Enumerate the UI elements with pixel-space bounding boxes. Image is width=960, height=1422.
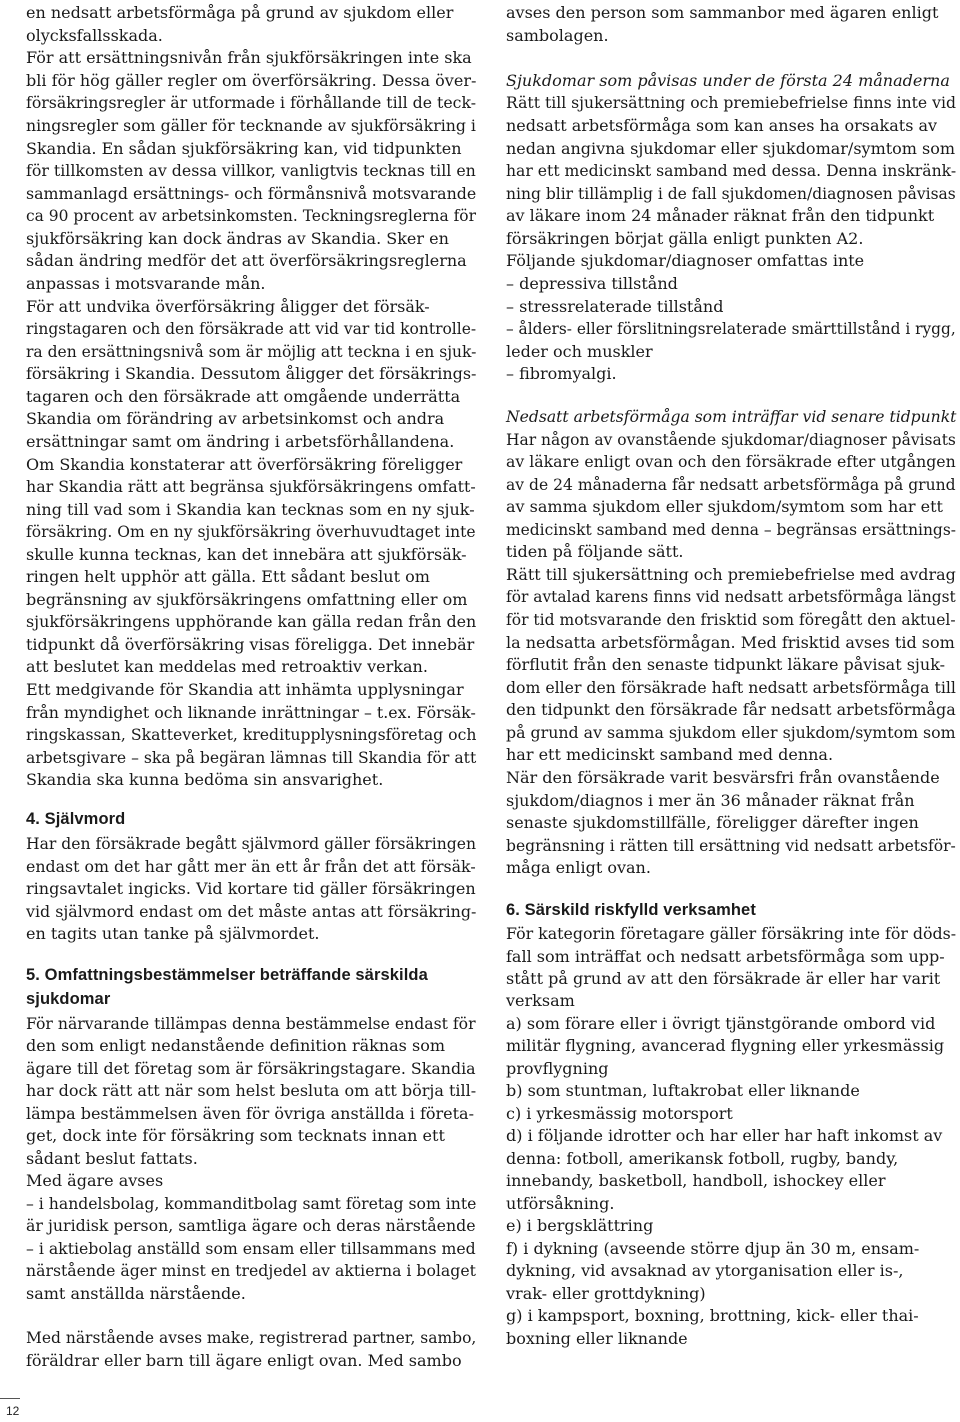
text-line: Om Skandia konstaterar att överförsäkring föreligger [26, 455, 463, 474]
text-line: försäkring i Skandia. Dessutom åligger det försäkrings- [26, 364, 477, 383]
text-line: tidpunkt då överförsäkring visas föreligga. Det innebär [26, 635, 475, 654]
text-line: När den försäkrade varit besvärsfri från ovanstående [506, 768, 940, 787]
text-line: Skandia. En sådan sjukförsäkring kan, vid tidpunkten [26, 139, 462, 158]
text-line: Med närstående avses make, registrerad partner, sambo, [26, 1328, 477, 1347]
text-line: För att undvika överförsäkring åligger det försäk- [26, 297, 430, 316]
text-line: d) i följande idrotter och har eller har haft inkomst av [506, 1126, 943, 1145]
text-line: sådant beslut fattats. [26, 1149, 198, 1168]
text-line: vid självmord endast om det måste antas att försäkring- [26, 902, 477, 921]
text-line: militär flygning, avancerad flygning eller yrkesmässig [506, 1036, 945, 1055]
text-line: ringen helt upphör att gälla. Ett sådant beslut om [26, 567, 430, 586]
text-line: försäkring. Om en ny sjukförsäkring överhuvudtaget inte [26, 522, 476, 541]
text-line: ca 90 procent av arbetsinkomsten. Teckningsreglerna för [26, 206, 477, 225]
text-line: – fibromyalgi. [506, 364, 617, 383]
text-line: sjukförsäkring kan dock ändras av Skandia. Sker en [26, 229, 449, 248]
text-line: För kategorin företagare gäller försäkring inte för döds- [506, 924, 957, 943]
text-line: Har någon av ovanstående sjukdomar/diagnoser påvisats [506, 430, 956, 449]
text-line: dykning, vid avsaknad av ytorganisation eller is-, [506, 1261, 904, 1280]
text-line: – ålders- eller förslitningsrelaterade smärttillstånd i rygg, [506, 319, 956, 338]
text-line: senaste sjukdomstillfälle, föreligger därefter ingen [506, 813, 919, 832]
text-line: för tid motsvarande den frisktid som föregått den aktuel- [506, 610, 956, 629]
text-line: ningsregler som gäller för tecknande av sjukförsäkring i [26, 116, 476, 135]
text-line: av läkare inom 24 månader räknat från den tidpunkt [506, 206, 935, 225]
text-line: ägare till det företag som är försäkringstagare. Skandia [26, 1059, 476, 1078]
section-heading: 5. Omfattningsbestämmelser beträffande särskilda [26, 966, 428, 984]
text-line: Har den försäkrade begått självmord gäller försäkringen [26, 834, 476, 853]
text-line: begränsning i rätten till ersättning vid nedsatt arbetsför- [506, 836, 956, 855]
text-line: sjukdom/diagnos i mer än 36 månader räknat från [506, 791, 915, 810]
text-line: har dock rätt att när som helst besluta om att börja till- [26, 1081, 477, 1100]
text-line: försäkringsregler är utformade i förhållande till de teck- [26, 93, 477, 112]
text-line: på grund av samma sjukdom eller sjukdom/symtom som [506, 723, 956, 742]
text-line: b) som stuntman, luftakrobat eller liknande [506, 1081, 860, 1100]
text-line: la nedsatta arbetsförmågan. Med frisktid avses tid som [506, 633, 955, 652]
section-heading: 6. Särskild riskfylld verksamhet [506, 901, 756, 919]
text-line: Skandia om förändring av arbetsinkomst och andra [26, 409, 445, 428]
text-line: utförsåkning. [506, 1194, 615, 1213]
text-line: samt anställda närstående. [26, 1284, 246, 1303]
text-line: den som enligt nedanstående definition räknas som [26, 1036, 445, 1055]
text-line: e) i bergsklättring [506, 1216, 654, 1235]
text-line: den tidpunkt den försäkrade får nedsatt arbetsförmåga [506, 700, 956, 719]
text-line: har ett medicinskt samband med dessa. Denna inskränk- [506, 161, 957, 180]
text-line: ringskassan, Skatteverket, kreditupplysningsföretag och [26, 725, 477, 744]
text-line: sambolagen. [506, 26, 609, 45]
text-line: denna: fotboll, amerikansk fotboll, rugby, bandy, [506, 1149, 899, 1168]
text-line: – stressrelaterade tillstånd [506, 297, 724, 316]
text-line: ning till vad som i Skandia kan tecknas som en ny sjuk- [26, 500, 475, 519]
text-line: avses den person som sammanbor med ägaren enligt [506, 3, 939, 22]
text-line: skulle kunna tecknas, kan det innebära att sjukförsäk- [26, 545, 467, 564]
text-line: av läkare enligt ovan och den försäkrade efter utgången [506, 452, 956, 471]
text-line: sjukförsäkringens upphörande kan gälla redan från den [26, 612, 477, 631]
text-line: för tillkomsten av dessa villkor, vanligtvis tecknas till en [26, 161, 476, 180]
text-line: av samma sjukdom eller sjukdom/symtom som har ett [506, 497, 943, 516]
text-line: För att ersättningsnivån från sjukförsäkringen inte ska [26, 48, 472, 67]
text-line: innebandy, basketboll, handboll, ishockey eller [506, 1171, 886, 1190]
text-line: get, dock inte för försäkring som tecknats innan ett [26, 1126, 445, 1145]
text-line: Ett medgivande för Skandia att inhämta upplysningar [26, 680, 464, 699]
text-line: endast om det har gått mer än ett år från det att försäk- [26, 857, 476, 876]
text-line: Följande sjukdomar/diagnoser omfattas inte [506, 251, 865, 270]
text-line: försäkringen börjat gälla enligt punkten A2. [506, 229, 864, 248]
text-line: olycksfallsskada. [26, 26, 163, 45]
subheading-italic: Nedsatt arbetsförmåga som inträffar vid senare tidpunkt [506, 407, 957, 426]
text-line: ersättningar samt om ändring i arbetsförhållandena. [26, 432, 455, 451]
text-line: är juridisk person, samtliga ägare och deras närstående [26, 1216, 476, 1235]
text-line: en nedsatt arbetsförmåga på grund av sjukdom eller [26, 3, 454, 22]
text-line: sådan ändring medför det att överförsäkringsreglerna [26, 251, 467, 270]
text-line: tiden på följande sätt. [506, 542, 684, 561]
text-line: måga enligt ovan. [506, 858, 651, 877]
text-line: – depressiva tillstånd [506, 274, 678, 293]
text-line: anpassas i motsvarande mån. [26, 274, 266, 293]
text-line: – i handelsbolag, kommanditbolag samt företag som inte [26, 1194, 477, 1213]
text-line: bli för hög gäller regler om överförsäkring. Dessa över- [26, 71, 477, 90]
text-line: a) som förare eller i övrigt tjänstgörande ombord vid [506, 1014, 936, 1033]
text-line: har ett medicinskt samband med denna. [506, 745, 834, 764]
text-line: dom eller den försäkrade haft nedsatt arbetsförmåga till [506, 678, 956, 697]
text-line: har Skandia rätt att begränsa sjukförsäkringens omfatt- [26, 477, 476, 496]
footer-rule [0, 1398, 20, 1399]
text-line: sammanlagd ersättnings- och förmånsnivå motsvarande [26, 184, 477, 203]
text-line: f) i dykning (avseende större djup än 30 m, ensam- [506, 1239, 920, 1258]
section-heading: 4. Självmord [26, 810, 126, 828]
text-line: arbetsgivare – ska på begäran lämnas till Skandia för att [26, 748, 477, 767]
text-line: g) i kampsport, boxning, brottning, kick- eller thai- [506, 1306, 919, 1325]
text-line: Rätt till sjukersättning och premiebefrielse med avdrag [506, 565, 956, 584]
text-line: provflygning [506, 1059, 609, 1078]
text-line: från myndighet och liknande inrättningar – t.ex. Försäk- [26, 703, 476, 722]
text-line: verksam [506, 991, 575, 1010]
text-line: – i aktiebolag anställd som ensam eller tillsammans med [26, 1239, 476, 1258]
text-line: ra den ersättningsnivå som är möjlig att teckna i en sjuk- [26, 342, 477, 361]
text-line: medicinskt samband med denna – begränsas ersättnings- [506, 520, 956, 539]
text-line: nedan angivna sjukdomar eller sjukdomar/symtom som [506, 139, 956, 158]
text-line: för avtalad karens finns vid nedsatt arbetsförmåga längst [506, 587, 956, 606]
text-line: boxning eller liknande [506, 1329, 688, 1348]
text-line: Skandia ska kunna bedöma sin ansvarighet. [26, 770, 384, 789]
section-heading: sjukdomar [26, 990, 111, 1008]
text-line: Rätt till sjukersättning och premiebefrielse finns inte vid [506, 93, 956, 112]
subheading-italic: Sjukdomar som påvisas under de första 24 månaderna [506, 71, 950, 90]
text-line: stått på grund av att den försäkrade är eller har varit [506, 969, 941, 988]
text-line: ringstagaren och den försäkrade att vid var tid kontrolle- [26, 319, 477, 338]
text-line: att beslutet kan meddelas med retroaktiv verkan. [26, 657, 428, 676]
text-line: tagaren och den försäkrade att omgående underrätta [26, 387, 461, 406]
text-line: fall som inträffat och nedsatt arbetsförmåga som upp- [506, 947, 945, 966]
text-line: föräldrar eller barn till ägare enligt ovan. Med sambo [26, 1351, 462, 1370]
text-line: vrak- eller grottdykning) [506, 1284, 706, 1303]
text-line: För närvarande tillämpas denna bestämmelse endast för [26, 1014, 476, 1033]
text-line: nedsatt arbetsförmåga som kan anses ha orsakats av [506, 116, 938, 135]
text-line: Med ägare avses [26, 1171, 164, 1190]
text-line: c) i yrkesmässig motorsport [506, 1104, 733, 1123]
text-line: en tagits utan tanke på självmordet. [26, 924, 320, 943]
text-line: närstående äger minst en tredjedel av aktierna i bolaget [26, 1261, 476, 1280]
text-line: ning blir tillämplig i de fall sjukdomen/diagnosen påvisas [506, 184, 956, 203]
text-line: begränsning av sjukförsäkringens omfattning eller om [26, 590, 468, 609]
text-line: lämpa bestämmelsen även för övriga anställda i företa- [26, 1104, 474, 1123]
text-line: leder och muskler [506, 342, 653, 361]
text-line: förflutit från den senaste tidpunkt läkare påvisat sjuk- [506, 655, 946, 674]
page-number: 12 [6, 1404, 20, 1418]
text-line: ringsavtalet ingicks. Vid kortare tid gäller försäkringen [26, 879, 476, 898]
text-line: av de 24 månaderna får nedsatt arbetsförmåga på grund [506, 475, 956, 494]
